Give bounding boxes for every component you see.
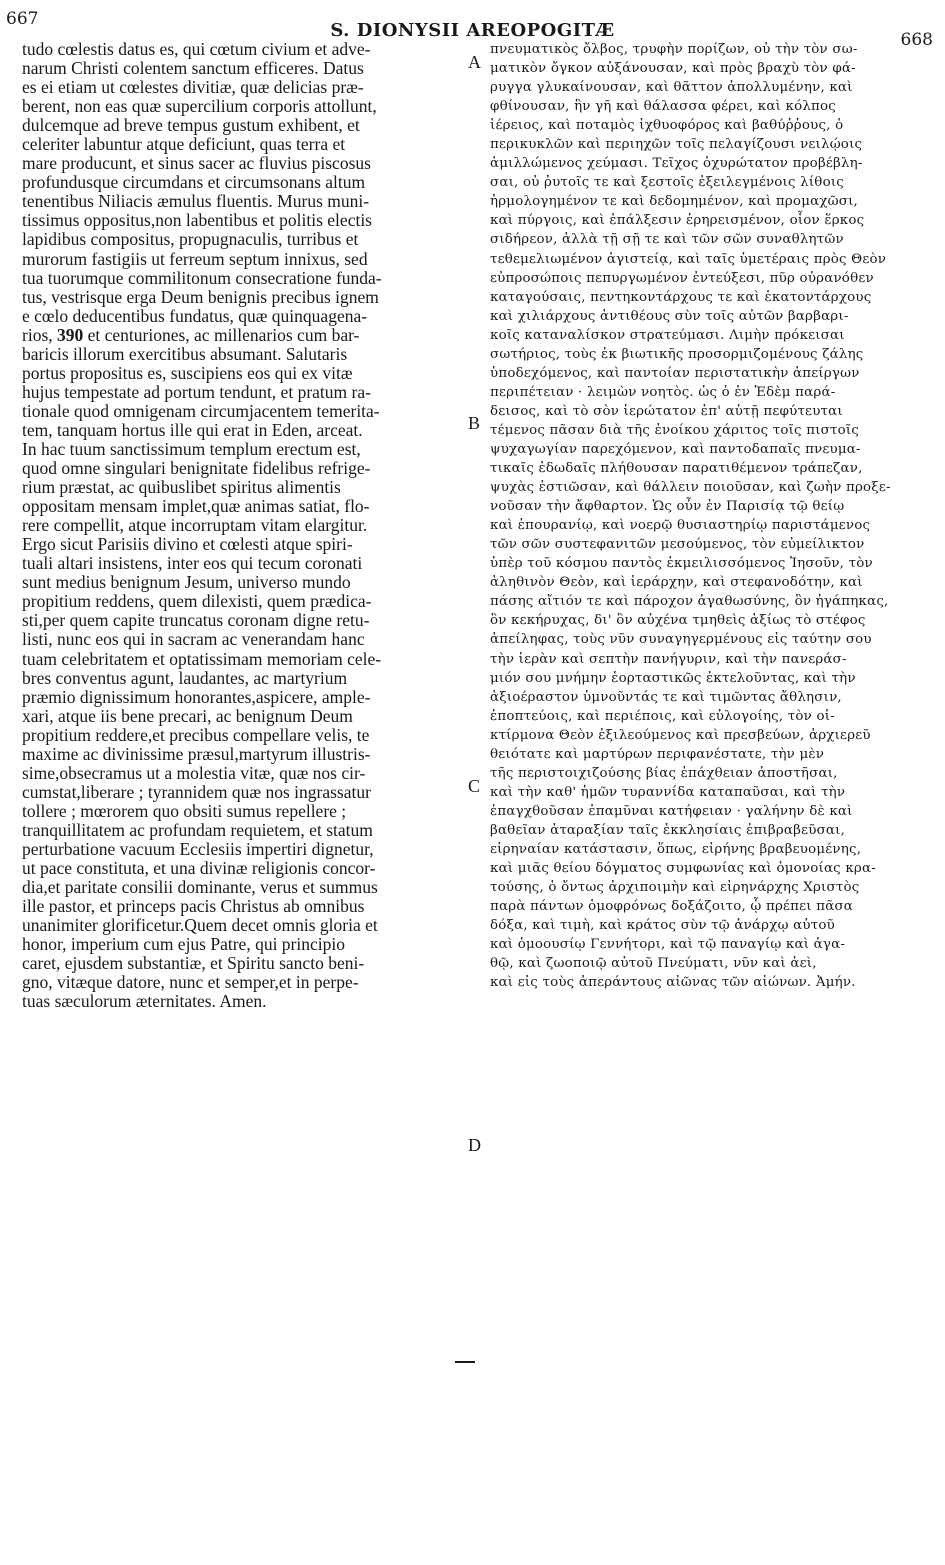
latin-text-line: rios, 390 et centuriones, ac millenarios cum bar-	[22, 324, 360, 345]
greek-text-line: νοῦσαν τὴν ἄφθαρτον. Ὡς οὖν ἐν Παρισίᾳ τῷ θείῳ	[490, 499, 845, 515]
latin-text-line: lapidibus compositus, propugnaculis, turribus et	[22, 229, 359, 250]
latin-text-line: rium præstat, ac quibuslibet spiritus alimentis	[22, 477, 341, 498]
greek-text-line: ἀξιοέραστον ὑμνοῦντάς τε καὶ τιμῶντας ἄθλησιν,	[490, 689, 842, 705]
greek-text-line: ὑπὲρ τοῦ κόσμου παντὸς ἐκμειλισσόμενος Ἰησοῦν, τὸν	[490, 556, 873, 572]
latin-text-line: unanimiter glorificetur.Quem decet omnis gloria et	[22, 915, 378, 936]
latin-text-line: xari, atque iis bene precari, ac benignum Deum	[22, 705, 353, 726]
latin-text-line: tus, vestrisque erga Deum benignis precibus ignem	[22, 286, 379, 307]
margin-letter-d: D	[468, 1135, 481, 1155]
latin-text-line: tuali altari insistens, inter eos qui tecum coronati	[22, 553, 363, 574]
greek-text-line: ἐποπτεύοις, καὶ περιέποις, καὶ εὐλογοίης, τὸν οἰ-	[490, 708, 835, 724]
latin-text-line: rere compellit, atque incorruptam vitam elargitur.	[22, 515, 368, 536]
latin-text-line: tionale quod omnigenam circumjacentem temerita-	[22, 400, 380, 421]
latin-text-line: oppositam mensam implet,quæ animas satiat, flo-	[22, 496, 370, 517]
greek-text-line: τικαῖς ἐδωδαῖς πλήθουσαν παρατιθέμενον τράπεζαν,	[490, 461, 863, 477]
latin-text-line: celeriter labuntur atque deficiunt, quas terra et	[22, 134, 346, 155]
greek-text-line: ἁμιλλώμενος χεύμασι. Τεῖχος ὀχυρώτατον προβέβλη-	[490, 156, 863, 172]
latin-text-line: tranquillitatem ac profundam requietem, et statum	[22, 819, 373, 840]
latin-text-line: sime,obsecramus ut a molestia vitæ, quæ nos cir-	[22, 762, 366, 783]
end-rule	[455, 1361, 475, 1363]
greek-text-line: θῷ, καὶ ζωοποιῷ αὐτοῦ Πνεύματι, νῦν καὶ ἀεὶ,	[490, 956, 817, 972]
greek-text-line: περιπέτειαν · λειμὼν νοητὸς. ὡς ὁ ἐν Ἐδὲμ παρά-	[490, 384, 836, 400]
greek-text-line: καὶ μιᾶς θείου δόγματος συμφωνίας καὶ ὁμονοίας κρα-	[490, 861, 876, 877]
greek-text-line: εἰρηναίαν κατάστασιν, ὅπως, εἰρήνης βραβευομένης,	[490, 841, 862, 857]
column-number: 390	[57, 324, 84, 345]
greek-text-line: δόξα, καὶ τιμὴ, καὶ κράτος σὺν τῷ ἀνάρχῳ αὐτοῦ	[490, 918, 835, 934]
latin-text-line: tua tuorumque commilitonum consecratione funda-	[22, 267, 382, 288]
greek-text-line: σωτήριος, τοὺς ἐκ βιωτικῆς προσορμιζομένους ζάλης	[490, 346, 864, 362]
latin-text-line: gno, vitæque datore, nunc et semper,et in perpe-	[22, 972, 359, 993]
greek-text-line: ματικὸν ὄγκον αὐξάνουσαν, καὶ πρὸς βραχὺ τὸν φά-	[490, 61, 856, 77]
greek-text-line: τὴν ἱερὰν καὶ σεπτὴν πανήγυριν, καὶ τὴν πανεράσ-	[490, 651, 847, 667]
greek-text-line: ἐπαγχθοῦσαν ἐπαμῦναι κατήφειαν · γαλήνην δὲ καὶ	[490, 803, 853, 819]
greek-text-line: βαθεῖαν ἀταραξίαν ταῖς ἐκκλησίαις ἐπιβραβεῦσαι,	[490, 822, 846, 838]
latin-text-line: Ergo sicut Parisiis divino et cœlesti atque spiri-	[22, 534, 353, 555]
greek-text-line: θειότατε καὶ μαρτύρων περιφανέστατε, τὴν μὲν	[490, 746, 825, 762]
latin-text-line: maxime ac divinissime præsul,martyrum illustris-	[22, 743, 371, 764]
greek-text-line: τεθεμελιωμένον ἁγιστείᾳ, καὶ ταῖς ὑμετέραις πρὸς Θεὸν	[490, 251, 887, 267]
greek-text-line: καὶ χιλιάρχους ἀντιθέους σὺν τοῖς αὐτῶν βαρβαρι-	[490, 308, 849, 324]
greek-column	[490, 40, 928, 992]
greek-text-line: καὶ τὴν καθ' ἡμῶν τυραννίδα καταπαῦσαι, καὶ τὴν	[490, 784, 846, 800]
running-head: S. DIONYSII AREOPOGITÆ	[330, 20, 615, 41]
greek-text-line: τέμενος πᾶσαν διὰ τῆς ἐνοίκου χάριτος τοῖς πιστοῖς	[490, 422, 860, 438]
greek-text-line: ψυχὰς ἑστιῶσαν, καὶ θάλλειν ποιοῦσαν, καὶ ζωὴν προξε-	[490, 480, 891, 496]
margin-letter-b: B	[468, 413, 481, 433]
greek-text-line: ἡρμολογημένον τε καὶ δεδομημένον, καὶ προμαχῶσι,	[490, 194, 859, 210]
latin-text-line: tenentibus Niliacis æmulus fluentis. Murus muni-	[22, 191, 370, 212]
latin-text-line: tem, tanquam hortus ille qui erat in Eden, arceat.	[22, 419, 363, 440]
latin-text-line: quod omne singulari benignitate fidelibus refrige-	[22, 458, 371, 479]
latin-text-line: tollere ; mœrorem quo obsiti sumus repellere ;	[22, 800, 347, 821]
greek-text-line: ὑποδεχόμενος, καὶ παντοίαν περιστατικὴν ἀπείργων	[490, 365, 860, 381]
greek-text-line: δεισος, καὶ τὸ σὸν ἱερώτατον ἐπ' αὐτῇ πεφύτευται	[490, 403, 843, 419]
greek-text-line: περικυκλῶν καὶ περιηχῶν τοῖς πελαγίζουσι νειλῴοις	[490, 137, 863, 153]
greek-text-line: ἀπείληφας, τοὺς νῦν συναγηγερμένους εἰς ταύτην σου	[490, 632, 872, 648]
latin-text-line: caret, ejusdem substantiæ, et Spiritu sancto beni-	[22, 953, 365, 974]
latin-text-line: perturbatione vacuum Ecclesiis impertiri dignetur,	[22, 838, 374, 859]
latin-text-line: portus propositus es, suscipiens eos qui ex vitæ	[22, 362, 353, 383]
latin-text-line: mare producunt, et sinus sacer ac fluvius piscosus	[22, 153, 371, 174]
latin-text-line: tuam celebritatem et optatissimam memoriam cele-	[22, 648, 382, 669]
latin-text-line: profundusque circumdans et circumsonans altum	[22, 172, 366, 193]
latin-text-line: es ei etiam ut cœlestes divitiæ, quæ delicias præ-	[22, 77, 364, 98]
latin-text-line: præmio dignissimum honorantes,aspicere, ample-	[22, 686, 371, 707]
greek-text-line: παρὰ πάντων ὁμοφρόνως δοξάζοιτο, ᾧ πρέπει πᾶσα	[490, 899, 854, 915]
greek-text-line: ρυγγα γλυκαίνουσαν, καὶ θᾶττον ἀπολλυμένην, καὶ	[490, 80, 853, 96]
greek-text-line: κοῖς καταναλίσκον στρατεύμασι. Λιμὴν πρόκεισαι	[490, 327, 845, 343]
margin-letter-c: C	[468, 776, 481, 796]
latin-text-line: sunt medius benignum Jesum, universo mundo	[22, 572, 351, 593]
greek-text-line: κτίρμονα Θεὸν ἐξιλεούμενος καὶ πρεσβεύων, ἀρχιερεῦ	[490, 727, 871, 743]
greek-text-line: μιόν σου μνήμην ἑορταστικῶς ἐκτελοῦντας, καὶ τὴν	[490, 670, 856, 686]
greek-text-line: τῶν σῶν συστεφανιτῶν μεσούμενος, τὸν εὐμείλικτον	[490, 537, 865, 553]
latin-text-line: In hac tuum sanctissimum templum erectum est,	[22, 438, 361, 459]
latin-text-line: narum Christi colentem sanctum efficeres. Datus	[22, 58, 364, 79]
latin-text-line: e cœlo deducentibus fundatus, quæ quinquagena-	[22, 305, 368, 326]
latin-text-line: cumstat,liberare ; tyrannidem quæ nos ingrassatur	[22, 781, 371, 802]
greek-text-line: τῆς περιστοιχιζούσης βίας ἐπάχθειαν ἀποστῆσαι,	[490, 765, 838, 781]
greek-text-line: σαι, οὐ ῥυτοῖς τε καὶ ξεστοῖς ἐξειλεγμένοις λίθοις	[490, 175, 844, 191]
latin-text-line: tudo cœlestis datus es, qui cœtum civium et adve-	[22, 39, 371, 59]
latin-text-line: ille pastor, et princeps pacis Christus ab omnibus	[22, 896, 365, 917]
latin-text-line: propitium reddere,et precibus compellare velis, te	[22, 724, 370, 745]
greek-text-line: ἀληθινὸν Θεὸν, καὶ ἱεράρχην, καὶ στεφανοδότην, καὶ	[490, 575, 863, 591]
latin-text-line: baricis illorum exercitibus absumant. Salutaris	[22, 343, 348, 364]
greek-text-line: ψυχαγωγίαν παρεχόμενον, καὶ παντοδαπαῖς πνευμα-	[490, 441, 861, 457]
latin-text-line: murorum fastigiis ut ferreum septum innixus, sed	[22, 248, 368, 269]
latin-text-line: dulcemque ad breve tempus gustum exhibent, et	[22, 115, 360, 136]
latin-text-line: tuas sæculorum æternitates. Amen.	[22, 991, 267, 1012]
latin-text-line: dia,et paritate consilii dominante, verus et summus	[22, 877, 378, 898]
latin-text-line: propitium reddens, quem dilexisti, quem prædica-	[22, 591, 372, 612]
latin-text-line: honor, imperium cum ejus Patre, qui principio	[22, 934, 345, 955]
greek-text-line: καὶ ὁμοουσίῳ Γεννήτορι, καὶ τῷ παναγίῳ καὶ ἀγα-	[490, 937, 846, 953]
greek-text-line: σιδήρεον, ἀλλὰ τῇ σῇ τε καὶ τῶν σῶν συναθλητῶν	[490, 232, 844, 248]
greek-text-line: καὶ εἰς τοὺς ἀπεράντους αἰῶνας τῶν αἰώνων. Ἀμήν.	[490, 975, 856, 991]
greek-text-line: φθίνουσαν, ἣν γῆ καὶ θάλασσα φέρει, καὶ κόλπος	[490, 99, 836, 115]
latin-text-line: ut pace constituta, et una divinæ religionis concor-	[22, 858, 376, 879]
greek-text-line: ὃν κεκήρυχας, δι' ὃν αὐχένα τμηθεὶς ἀξίως τὸ στέφος	[490, 613, 866, 629]
latin-text-line: bres conventus agunt, laudantes, ac martyrium	[22, 667, 348, 688]
latin-text-line: tissimus oppositus,non labentibus et politis electis	[22, 210, 372, 231]
greek-text-line: εὐπροσώποις πεπυργωμένον ἐντεύξεσι, πῦρ οὐρανόθεν	[490, 270, 874, 286]
latin-text-line: listi, nunc eos qui in sacram ac venerandam hanc	[22, 629, 365, 650]
latin-text-line: hujus tempestate ad portum tendunt, et pratum ra-	[22, 381, 371, 402]
greek-text-line: πνευματικὸς ὄλβος, τρυφὴν πορίζων, οὐ τὴν τὸν σω-	[490, 42, 858, 57]
greek-text-line: καὶ πύργοις, καὶ ἐπάλξεσιν ἐρηρεισμένον, οἷον ἕρκος	[490, 213, 865, 229]
latin-column	[22, 40, 462, 1011]
greek-text-line: καὶ ἐπουρανίῳ, καὶ νοερῷ θυσιαστηρίῳ παριστάμενος	[490, 518, 871, 534]
page-number-right: 668	[900, 30, 933, 50]
page-number-left: 667	[6, 9, 39, 29]
greek-text-line: ἱέρειος, καὶ ποταμὸς ἰχθυοφόρος καὶ βαθύῤῥους, ὁ	[490, 118, 844, 134]
greek-text-line: πάσης αἴτιόν τε καὶ πάροχον ἀγαθωσύνης, ὃν ἠγάπηκας,	[490, 594, 889, 610]
margin-letter-a: A	[468, 52, 481, 72]
greek-text-line: καταγούσαις, πεντηκοντάρχους τε καὶ ἑκατοντάρχους	[490, 289, 872, 305]
latin-text-line: berent, non eas quæ supercilium corporis attollunt,	[22, 96, 377, 117]
latin-text-line: sti,per quem capite truncatus coronam digne retu-	[22, 610, 370, 631]
greek-text-line: τούσης, ὁ ὄντως ἀρχιποιμὴν καὶ εἰρηνάρχης Χριστὸς	[490, 880, 860, 896]
